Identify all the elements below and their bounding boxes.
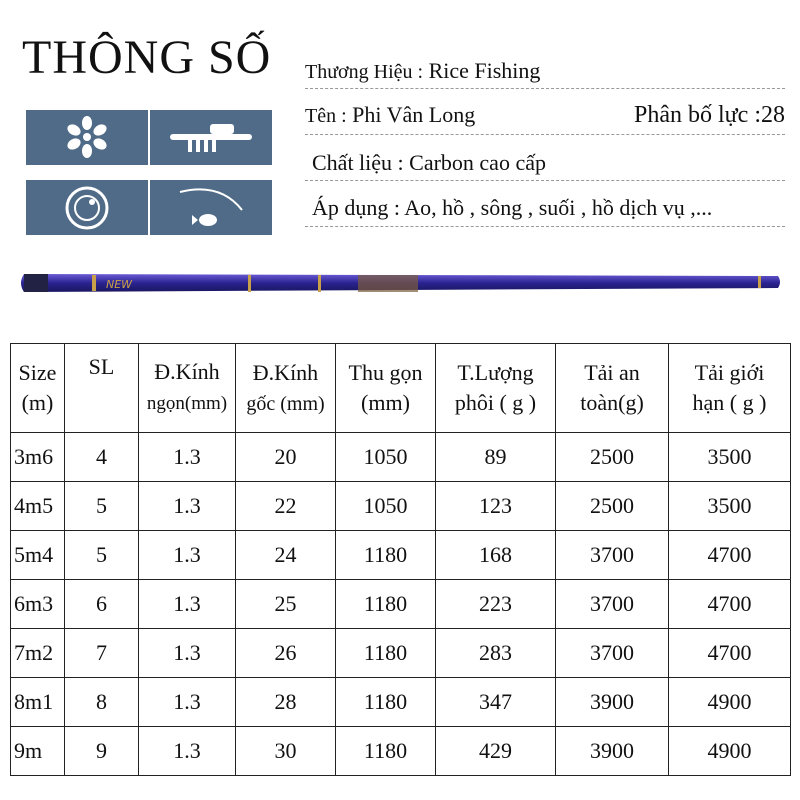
weight-cell: 89 — [436, 433, 556, 482]
header-closed-length: Thu gọn (mm) — [336, 344, 436, 433]
safe-load-cell: 3700 — [556, 629, 669, 678]
closed-length-cell: 1180 — [336, 580, 436, 629]
quantity-cell: 5 — [65, 531, 139, 580]
quantity-cell: 8 — [65, 678, 139, 727]
max-load-cell: 4700 — [669, 629, 791, 678]
divider — [305, 88, 785, 89]
tip-diameter-cell: 1.3 — [139, 629, 236, 678]
closed-length-cell: 1050 — [336, 482, 436, 531]
usage-spec — [312, 195, 712, 221]
quantity-cell: 4 — [65, 433, 139, 482]
name-label: Tên : — [305, 105, 347, 127]
weight-cell: 347 — [436, 678, 556, 727]
table-row — [11, 531, 791, 580]
header-quantity: SL — [65, 344, 139, 433]
table-header-row — [11, 344, 791, 433]
name-value: Phi Vân Long — [352, 102, 476, 127]
quantity-cell: 6 — [65, 580, 139, 629]
base-diameter-cell: 20 — [236, 433, 336, 482]
tip-diameter-cell: 1.3 — [139, 727, 236, 776]
base-diameter-cell: 22 — [236, 482, 336, 531]
header-base-diameter: Đ.Kính gốc (mm) — [236, 344, 336, 433]
header-size: Size (m) — [11, 344, 65, 433]
page-title: THÔNG SỐ — [22, 31, 272, 84]
closed-length-cell: 1180 — [336, 678, 436, 727]
max-load-cell: 4900 — [669, 678, 791, 727]
feature-icons — [26, 110, 272, 235]
max-load-cell: 3500 — [669, 482, 791, 531]
table-row — [11, 727, 791, 776]
usage-label: Áp dụng : — [312, 195, 400, 220]
safe-load-cell: 3900 — [556, 678, 669, 727]
header-max-load: Tải giới hạn ( g ) — [669, 344, 791, 433]
material-label: Chất liệu : — [312, 150, 404, 175]
size-cell: 4m5 — [11, 482, 65, 531]
material-spec — [312, 150, 546, 176]
table-row — [11, 482, 791, 531]
closed-length-cell: 1180 — [336, 531, 436, 580]
size-cell: 7m2 — [11, 629, 65, 678]
brand-value: Rice Fishing — [428, 58, 541, 83]
safe-load-cell: 2500 — [556, 433, 669, 482]
weight-cell: 168 — [436, 531, 556, 580]
size-cell: 3m6 — [11, 433, 65, 482]
tip-diameter-cell: 1.3 — [139, 678, 236, 727]
fishing-reel-icon — [150, 110, 272, 165]
size-cell: 5m4 — [11, 531, 65, 580]
weight-cell: 283 — [436, 629, 556, 678]
fishing-rod-image — [18, 262, 782, 302]
max-load-cell: 4900 — [669, 727, 791, 776]
name-spec — [305, 102, 475, 128]
table-row — [11, 629, 791, 678]
base-diameter-cell: 30 — [236, 727, 336, 776]
tip-diameter-cell: 1.3 — [139, 482, 236, 531]
divider — [305, 226, 785, 227]
safe-load-cell: 3700 — [556, 580, 669, 629]
material-value: Carbon cao cấp — [409, 150, 546, 175]
closed-length-cell: 1050 — [336, 433, 436, 482]
header-tip-diameter: Đ.Kính ngọn(mm) — [139, 344, 236, 433]
table-row — [11, 580, 791, 629]
tip-diameter-cell: 1.3 — [139, 433, 236, 482]
quantity-cell: 5 — [65, 482, 139, 531]
spec-table — [10, 343, 791, 776]
closed-length-cell: 1180 — [336, 727, 436, 776]
weight-cell: 223 — [436, 580, 556, 629]
divider — [305, 134, 785, 135]
base-diameter-cell: 24 — [236, 531, 336, 580]
base-diameter-cell: 26 — [236, 629, 336, 678]
fish-hook-icon — [150, 180, 272, 235]
header-safe-load: Tải an toàn(g) — [556, 344, 669, 433]
safe-load-cell: 3700 — [556, 531, 669, 580]
table-row — [11, 678, 791, 727]
divider — [305, 180, 785, 181]
max-load-cell: 3500 — [669, 433, 791, 482]
size-cell: 8m1 — [11, 678, 65, 727]
tip-diameter-cell: 1.3 — [139, 531, 236, 580]
rod-label: NEW — [106, 278, 133, 291]
header-weight: T.Lượng phôi ( g ) — [436, 344, 556, 433]
max-load-cell: 4700 — [669, 580, 791, 629]
size-cell: 6m3 — [11, 580, 65, 629]
quantity-cell: 7 — [65, 629, 139, 678]
weight-cell: 123 — [436, 482, 556, 531]
force-distribution: Phân bố lực :28 — [634, 102, 785, 128]
weight-cell: 429 — [436, 727, 556, 776]
tip-diameter-cell: 1.3 — [139, 580, 236, 629]
size-cell: 9m — [11, 727, 65, 776]
usage-value: Ao, hồ , sông , suối , hồ dịch vụ ,... — [404, 195, 713, 220]
safe-load-cell: 2500 — [556, 482, 669, 531]
safe-load-cell: 3900 — [556, 727, 669, 776]
max-load-cell: 4700 — [669, 531, 791, 580]
closed-length-cell: 1180 — [336, 629, 436, 678]
brand-label: Thương Hiệu : — [305, 61, 424, 83]
brand-spec — [305, 58, 540, 84]
base-diameter-cell: 25 — [236, 580, 336, 629]
fishing-ring-icon — [26, 180, 148, 235]
flower-icon — [26, 110, 148, 165]
base-diameter-cell: 28 — [236, 678, 336, 727]
table-row — [11, 433, 791, 482]
quantity-cell: 9 — [65, 727, 139, 776]
